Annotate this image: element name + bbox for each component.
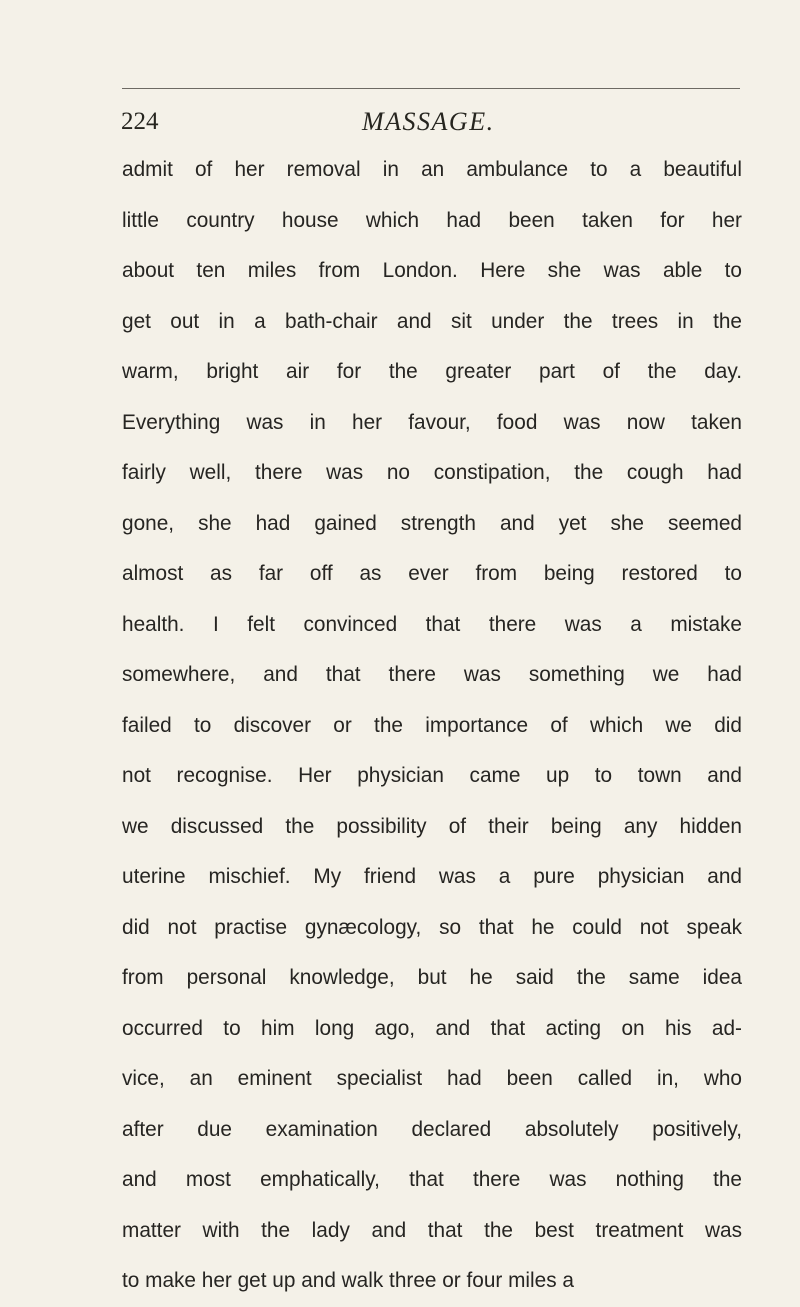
header-rule [122,88,740,89]
text-line: almost as far off as ever from being restored to [122,562,742,585]
text-line: from personal knowledge, but he said the same idea [122,966,742,989]
text-line: admit of her removal in an ambulance to a beautiful [122,158,742,181]
text-line: gone, she had gained strength and yet she seemed [122,511,742,535]
text-line: occurred to him long ago, and that acting on his ad- [122,1016,742,1040]
text-line: matter with the lady and that the best treatment was [122,1218,742,1242]
running-title: MASSAGE. [362,107,495,136]
body-text [122,145,742,1307]
text-line: Everything was in her favour, food was now taken [122,410,742,434]
text-line: to make her get up and walk three or four miles a [122,1269,574,1292]
running-head [0,106,800,138]
text-line: and most emphatically, that there was nothing the [122,1168,742,1191]
text-line: somewhere, and that there was something we had [122,663,742,686]
text-line: get out in a bath-chair and sit under the trees in the [122,309,742,333]
text-line: health. I felt convinced that there was a mistake [122,612,742,636]
text-line: warm, bright air for the greater part of the day. [122,360,742,383]
page-number: 224 [121,108,159,135]
text-line: we discussed the possibility of their being any hidden [122,814,742,838]
text-line: about ten miles from London. Here she was able to [122,259,742,282]
text-line: little country house which had been taken for her [122,208,742,232]
text-line: uterine mischief. My friend was a pure physician and [122,865,742,888]
text-line: not recognise. Her physician came up to town and [122,764,742,787]
text-line: did not practise gynæcology, so that he could not speak [122,915,742,939]
text-line: fairly well, there was no constipation, the cough had [122,461,742,484]
text-line: after due examination declared absolutely positively, [122,1117,742,1141]
text-line: failed to discover or the importance of which we did [122,713,742,737]
text-line: vice, an eminent specialist had been called in, who [122,1067,742,1090]
